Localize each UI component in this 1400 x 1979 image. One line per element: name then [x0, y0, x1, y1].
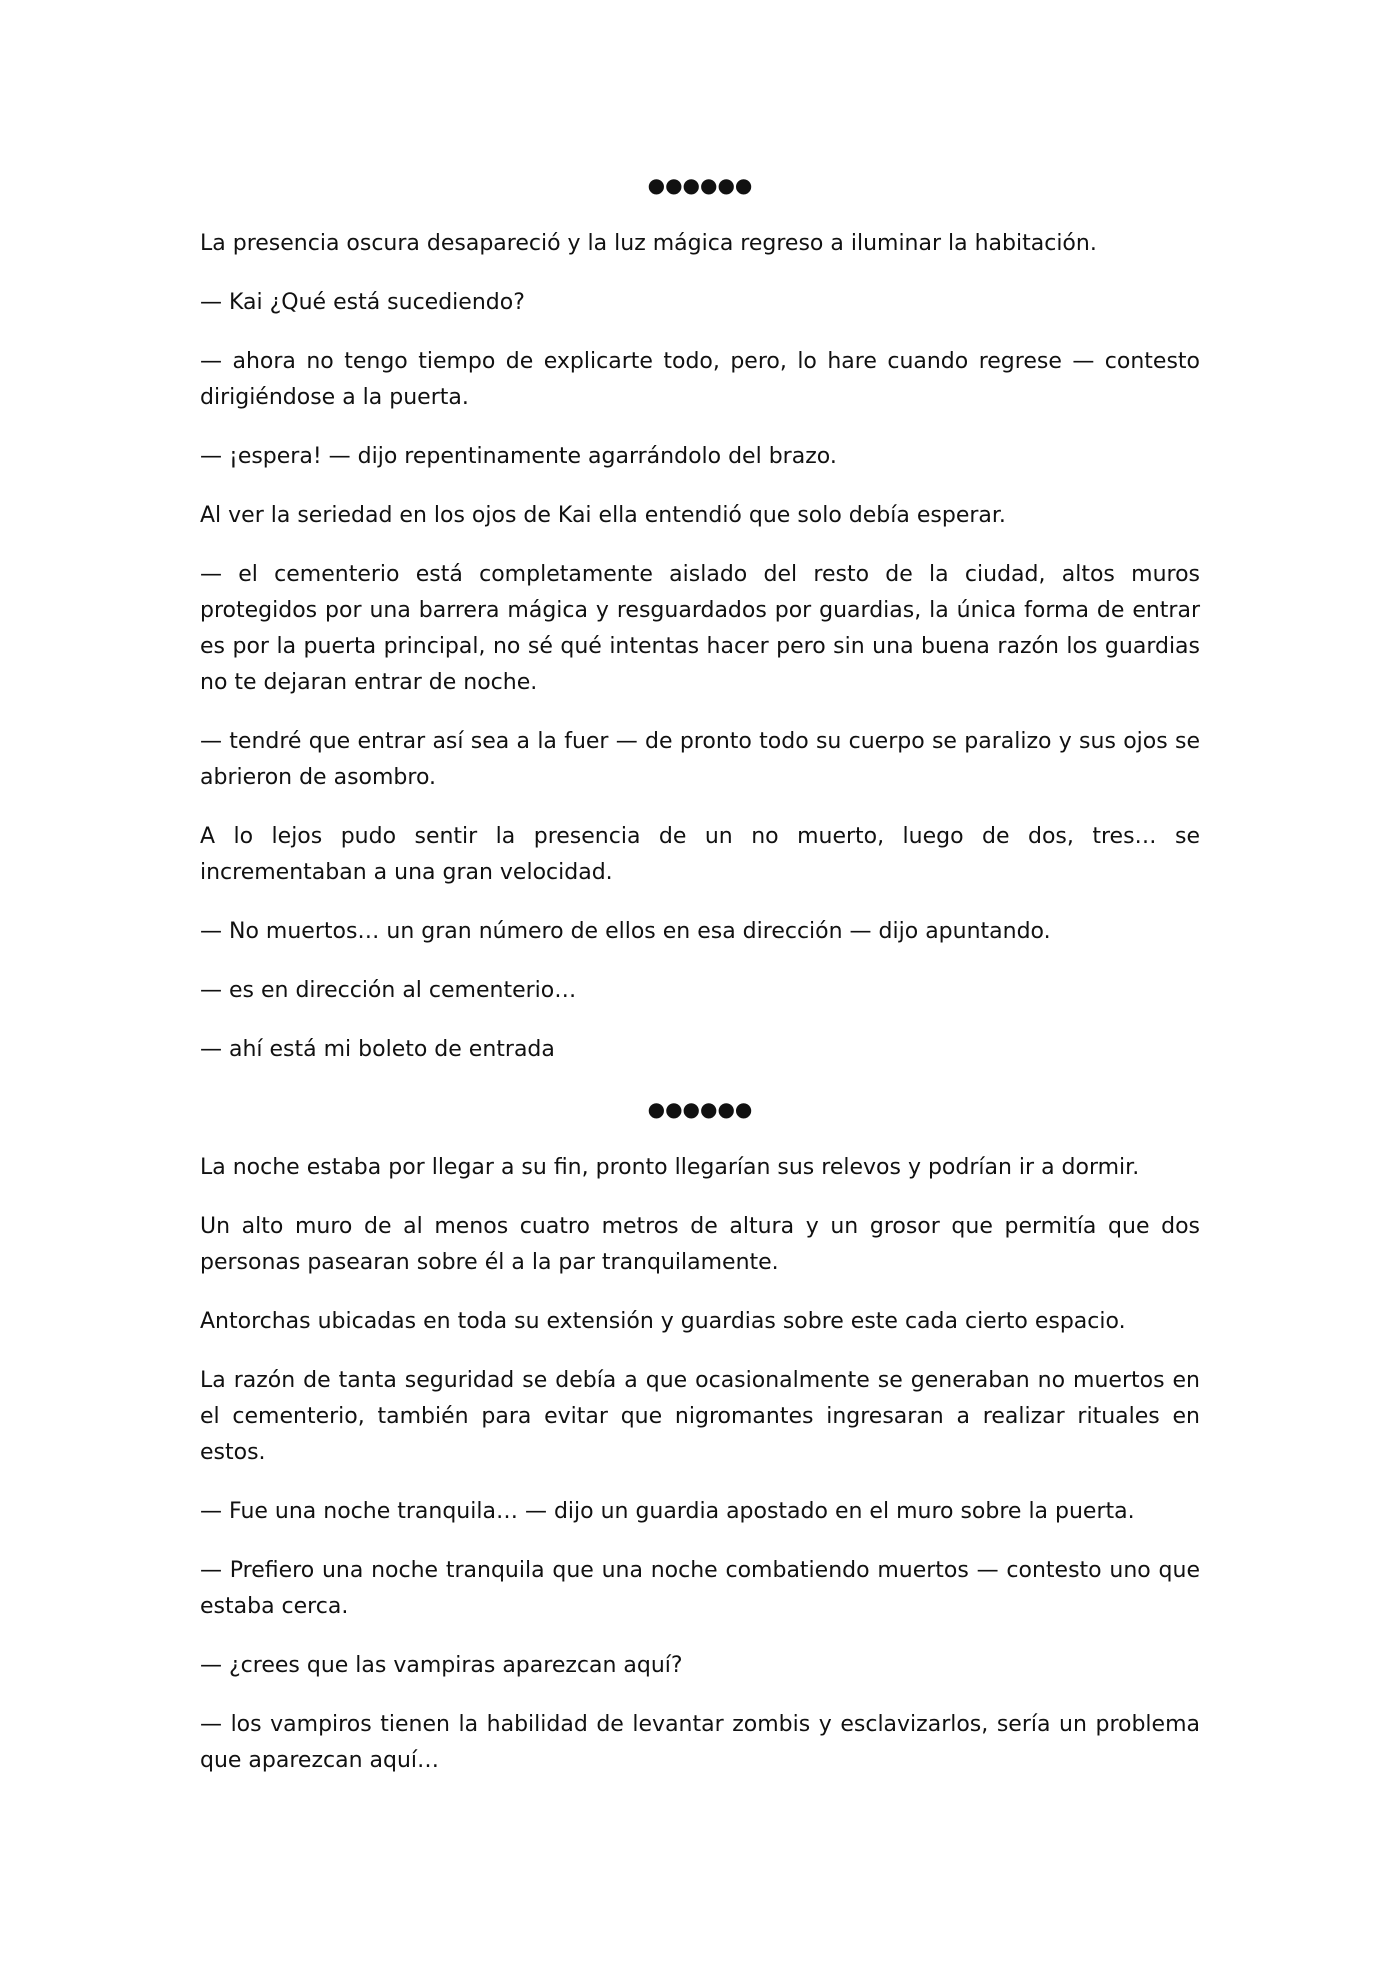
paragraph: Al ver la seriedad en los ojos de Kai ella entendió que solo debía esperar. [200, 503, 1006, 528]
paragraph: Un alto muro de al menos cuatro metros de altura y un grosor que permitía que dos personas pasearan sobre él a la par tranquilamente. [200, 1214, 1200, 1275]
dialogue-line: — es en dirección al cementerio… [200, 978, 577, 1003]
paragraph: La presencia oscura desapareció y la luz mágica regreso a iluminar la habitación. [200, 231, 1097, 256]
paragraph: La razón de tanta seguridad se debía a que ocasionalmente se generaban no muertos en el cementerio, también para evitar que nigromantes ingresaran a realizar rituales en estos. [200, 1368, 1200, 1465]
dialogue-line: — Fue una noche tranquila… — dijo un guardia apostado en el muro sobre la puerta. [200, 1499, 1135, 1524]
paragraph: A lo lejos pudo sentir la presencia de un no muerto, luego de dos, tres… se incrementaban a una gran velocidad. [200, 824, 1200, 885]
dialogue-line: — ¡espera! — dijo repentinamente agarrándolo del brazo. [200, 444, 837, 469]
dialogue-line: — tendré que entrar así sea a la fuer — de pronto todo su cuerpo se paralizo y sus ojos se abrieron de asombro. [200, 729, 1200, 790]
dialogue-line: — ahí está mi boleto de entrada [200, 1037, 555, 1062]
dialogue-line: — el cementerio está completamente aislado del resto de la ciudad, altos muros protegidos por una barrera mágica y resguardados por guardias, la única forma de entrar es por la puerta principal, no sé qué intentas hacer pero sin una buena razón los guardias no te dejaran entrar de noche. [200, 562, 1200, 695]
dialogue-line: — ahora no tengo tiempo de explicarte todo, pero, lo hare cuando regrese — contesto dirigiéndose a la puerta. [200, 349, 1200, 410]
dialogue-line: — Kai ¿Qué está sucediendo? [200, 290, 525, 315]
document-page [200, 167, 1200, 1802]
section-separator: ●●●●●● [647, 173, 753, 197]
dialogue-line: — ¿crees que las vampiras aparezcan aquí? [200, 1653, 683, 1678]
section-separator: ●●●●●● [647, 1097, 753, 1121]
dialogue-line: — los vampiros tienen la habilidad de levantar zombis y esclavizarlos, sería un problema que aparezcan aquí… [200, 1712, 1200, 1773]
dialogue-line: — Prefiero una noche tranquila que una noche combatiendo muertos — contesto uno que estaba cerca. [200, 1558, 1200, 1619]
paragraph: Antorchas ubicadas en toda su extensión y guardias sobre este cada cierto espacio. [200, 1309, 1126, 1334]
paragraph: La noche estaba por llegar a su fin, pronto llegarían sus relevos y podrían ir a dormir. [200, 1155, 1140, 1180]
dialogue-line: — No muertos… un gran número de ellos en esa dirección — dijo apuntando. [200, 919, 1051, 944]
